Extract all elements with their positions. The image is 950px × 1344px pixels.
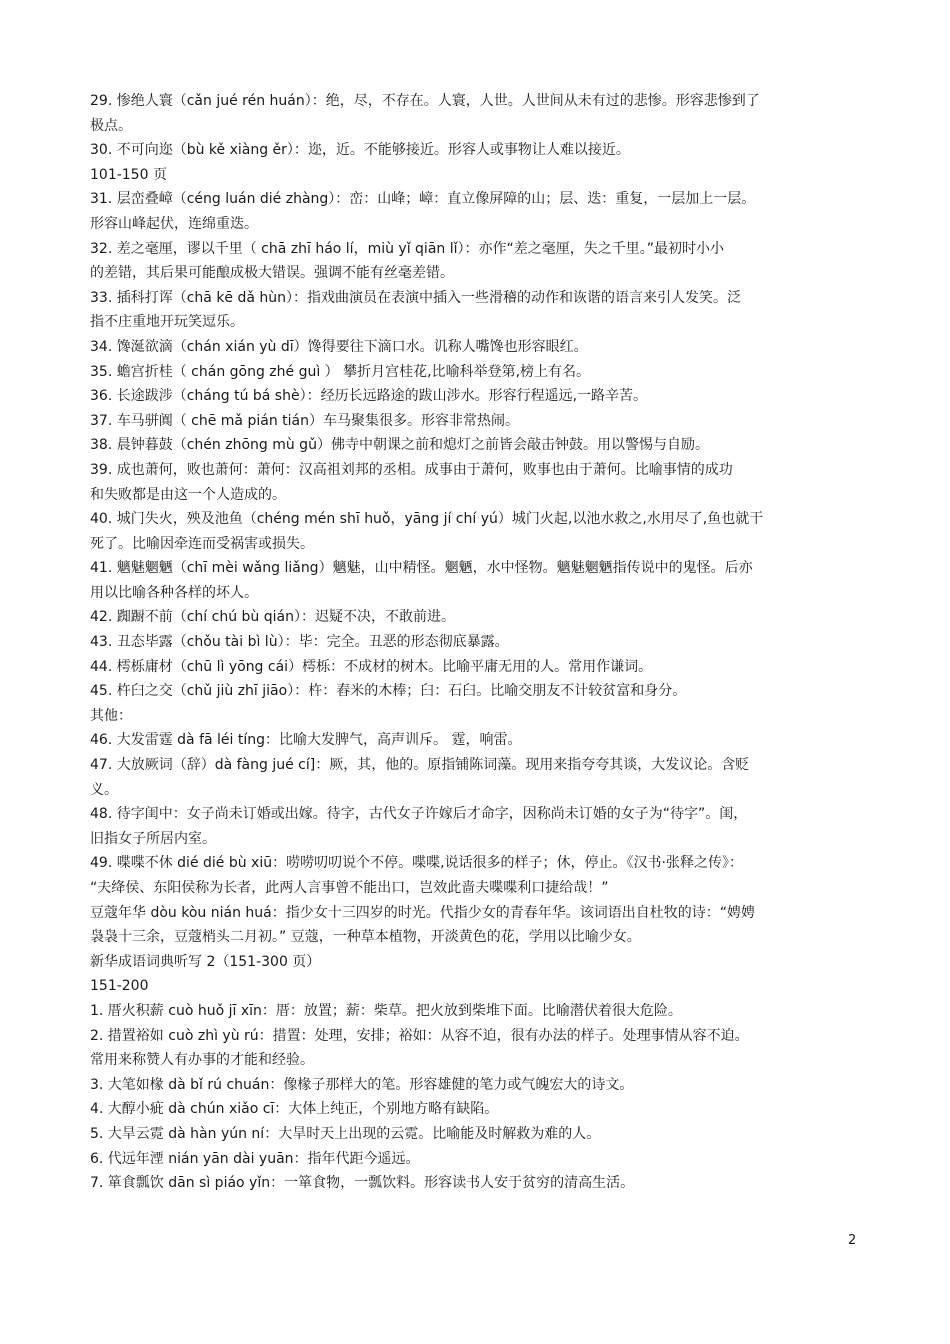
text-line: 40. 城门失火，殃及池鱼（chéng mén shī huǒ，yāng jí chí yú）城门火起,以池水救之,水用尽了,鱼也就干 — [90, 511, 764, 528]
text-line: 常用来称赞人有办事的才能和经验。 — [90, 1052, 314, 1069]
text-line: 29. 惨绝人寰（cǎn jué rén huán）：绝，尽，不存在。人寰，人世。人世间从未有过的悲惨。形容悲惨到了 — [90, 93, 760, 109]
text-line: 34. 馋涎欲滴（chán xián yù dī）馋得要往下滴口水。讥称人嘴馋也形容眼红。 — [90, 338, 588, 355]
text-line: 35. 蟾宫折桂（ chán gōng zhé guì ） 攀折月宫桂花,比喻科举登第,榜上有名。 — [90, 363, 591, 380]
text-line: 形容山峰起伏，连绵重迭。 — [90, 215, 258, 232]
text-line: 3. 大笔如椽 dà bǐ rú chuán：像椽子那样大的笔。形容雄健的笔力或气魄宏大的诗文。 — [90, 1076, 634, 1093]
text-line: 袅袅十三余，豆蔻梢头二月初。” 豆蔻，一种草本植物，开淡黄色的花，学用以比喻少女。 — [90, 929, 641, 946]
text-line: 36. 长途跋涉（cháng tú bá shè）：经历长远路途的跋山涉水。形容行程遥远,一路辛苦。 — [90, 388, 648, 405]
text-line: 旧指女子所居内室。 — [90, 830, 216, 847]
text-line: 极点。 — [90, 117, 132, 134]
text-line: 31. 层峦叠嶂（céng luán dié zhàng）：峦：山峰；嶂：直立像屏障的山；层、迭：重复，一层加上一层。 — [90, 191, 756, 208]
text-line: 用以比喻各种各样的坏人。 — [90, 584, 258, 601]
text-line: 和失败都是由这一个人造成的。 — [90, 486, 286, 503]
text-line: 41. 魑魅魍魉（chī mèi wǎng liǎng）魑魅，山中精怪。魍魉，水中怪物。魑魅魍魉指传说中的鬼怪。后亦 — [90, 560, 753, 577]
text-line: 33. 插科打诨（chā kē dǎ hùn）：指戏曲演员在表演中插入一些滑稽的动作和诙谐的语言来引人发笑。泛 — [90, 289, 742, 306]
text-line: 5. 大旱云霓 dà hàn yún ní：大旱时天上出现的云霓。比喻能及时解救为难的人。 — [90, 1125, 601, 1142]
text-line: 30. 不可向迩（bù kě xiàng ěr）：迩，近。不能够接近。形容人或事物让人难以接近。 — [90, 142, 630, 159]
text-line: 49. 喋喋不休 dié dié bù xiū：唠唠叨叨说个不停。喋喋,说话很多的样子；休，停止。《汉书·张释之传》： — [90, 855, 744, 872]
text-line: 7. 箪食瓢饮 dān sì piáo yǐn：一箪食物，一瓢饮料。形容读书人安于贫穷的清高生活。 — [90, 1175, 635, 1192]
text-line: 的差错，其后果可能酿成极大错误。强调不能有丝毫差错。 — [90, 265, 454, 282]
text-line: 46. 大发雷霆 dà fā léi tíng：比喻大发脾气，高声训斥。 霆，响雷。 — [90, 732, 522, 749]
text-line: 39. 成也萧何，败也萧何：萧何：汉高祖刘邦的丞相。成事由于萧何，败事也由于萧何。比喻事情的成功 — [90, 461, 733, 478]
text-line: 指不庄重地开玩笑逗乐。 — [90, 314, 244, 331]
page-number: 2 — [848, 1233, 857, 1248]
text-line: 4. 大醇小疵 dà chún xiǎo cī：大体上纯正，个别地方略有缺陷。 — [90, 1101, 499, 1118]
text-line: 新华成语词典听写 2（151-300 页） — [90, 953, 321, 970]
text-line: 44. 樗栎庸材（chū lì yōng cái）樗栎：不成材的树木。比喻平庸无用的人。常用作谦词。 — [90, 658, 653, 675]
text-line: 2. 措置裕如 cuò zhì yù rú：措置：处理，安排；裕如：从容不迫，很有办法的样子。处理事情从容不迫。 — [90, 1027, 749, 1044]
text-line: 47. 大放厥词（辞）dà fàng jué cí]：厥，其，他的。原指铺陈词藻。现用来指夸夸其谈，大发议论。含贬 — [90, 757, 750, 774]
document-body — [90, 89, 862, 1196]
text-line: 48. 待字闺中：女子尚未订婚或出嫁。待字，古代女子许嫁后才命字，因称尚未订婚的女子为“待字”。闺， — [90, 806, 748, 823]
text-line: 6. 代远年湮 nián yān dài yuān：指年代距今遥远。 — [90, 1150, 420, 1167]
text-line: 死了。比喻因牵连而受祸害或损失。 — [90, 535, 314, 552]
text-line: 豆蔻年华 dòu kòu nián huá：指少女十三四岁的时光。代指少女的青春年华。该词语出自杜牧的诗：“娉娉 — [90, 904, 755, 921]
text-line: 37. 车马骈阗（ chē mǎ pián tián）车马聚集很多。形容非常热闹。 — [90, 412, 519, 429]
text-line: 101-150 页 — [90, 166, 167, 183]
text-line: “夫绛侯、东阳侯称为长者，此两人言事曾不能出口，岂效此啬夫喋喋利口捷给哉！” — [90, 880, 609, 896]
text-line: 38. 晨钟暮鼓（chén zhōng mù gǔ）佛寺中朝课之前和熄灯之前皆会敲击钟鼓。用以警惕与自励。 — [90, 437, 709, 454]
text-line: 1. 厝火积薪 cuò huǒ jī xīn：厝：放置；薪：柴草。把火放到柴堆下面。比喻潜伏着很大危险。 — [90, 1002, 682, 1019]
text-line: 32. 差之毫厘，谬以千里（ chā zhī háo lí，miù yǐ qiān lǐ）：亦作“差之毫厘，失之千里。”最初时小小 — [90, 240, 725, 257]
text-line: 43. 丑态毕露（chǒu tài bì lù）：毕：完全。丑恶的形态彻底暴露。 — [90, 634, 509, 651]
text-line: 其他： — [90, 707, 132, 724]
text-line: 42. 踟蹰不前（chí chú bù qián）：迟疑不决，不敢前进。 — [90, 609, 455, 626]
text-line: 义。 — [90, 781, 118, 798]
text-line: 45. 杵臼之交（chǔ jiù zhī jiāo）：杵：舂米的木棒；臼：石臼。比喻交朋友不计较贫富和身分。 — [90, 683, 687, 700]
text-line: 151-200 — [90, 978, 149, 995]
